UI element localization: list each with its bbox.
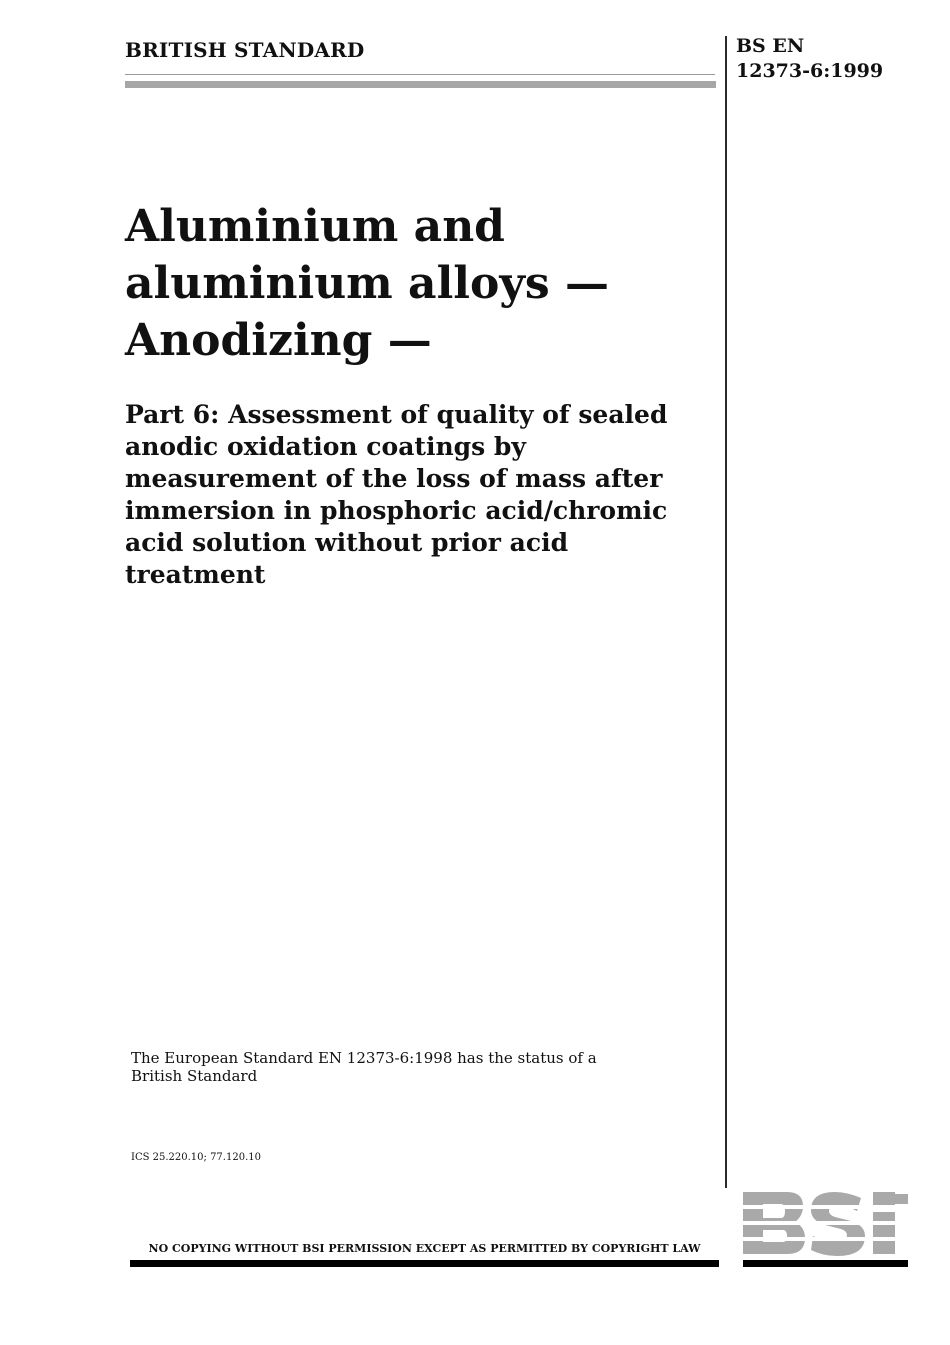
standard-number-line-1: BS EN [736,35,805,57]
part-title-line-6: treatment [125,560,266,589]
part-title-line-4: immersion in phosphoric acid/chromic [125,496,668,525]
vertical-divider [725,36,727,1188]
status-note-line-2: British Standard [131,1067,258,1085]
ics-code: ICS 25.220.10; 77.120.10 [131,1152,261,1163]
copyright-notice: NO COPYING WITHOUT BSI PERMISSION EXCEPT AS PERMITTED BY COPYRIGHT LAW [148,1242,701,1255]
status-note [131,1049,691,1085]
main-title-line-2: aluminium alloys — [125,258,609,309]
standard-number [736,34,936,84]
header-thick-rule [125,81,716,88]
main-title-line-3: Anodizing — [125,315,432,366]
bsi-logo [743,1192,908,1256]
part-title [125,399,715,591]
status-note-line-1: The European Standard EN 12373-6:1998 has the status of a [131,1049,597,1067]
header-thin-rule [125,74,715,75]
standard-number-line-2: 12373-6:1999 [736,60,884,82]
logo-underline-rule [743,1260,908,1267]
main-title [125,198,705,369]
bottom-rule [130,1260,719,1267]
document-category-label: BRITISH STANDARD [125,38,365,62]
part-title-line-1: Part 6: Assessment of quality of sealed [125,400,668,429]
part-title-line-3: measurement of the loss of mass after [125,464,663,493]
part-title-line-5: acid solution without prior acid [125,528,569,557]
part-title-line-2: anodic oxidation coatings by [125,432,526,461]
main-title-line-1: Aluminium and [125,201,505,252]
